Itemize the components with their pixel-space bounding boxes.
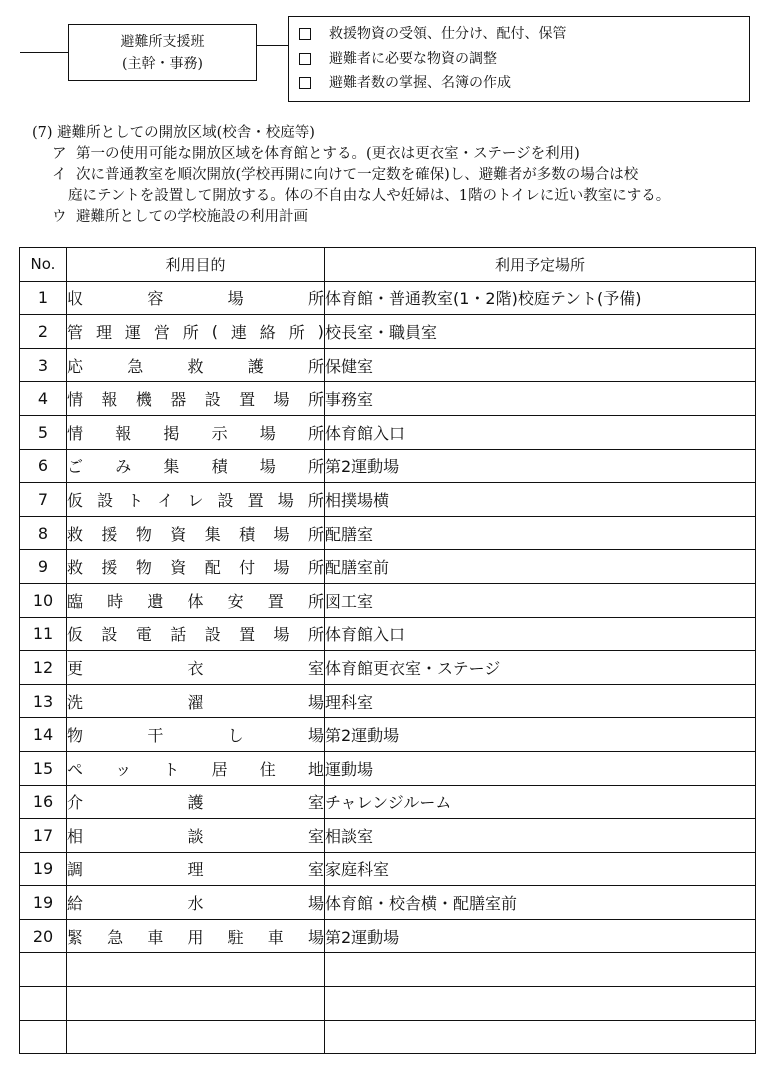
row-purpose	[67, 315, 325, 349]
row-place	[325, 987, 756, 1021]
section-item-u	[52, 207, 758, 228]
purpose-text	[67, 555, 324, 578]
section-item-i	[52, 165, 758, 186]
purpose-char: 仮	[67, 490, 84, 510]
purpose-char: 車	[267, 927, 284, 947]
purpose-char: 急	[107, 927, 124, 947]
purpose-text	[67, 857, 324, 880]
purpose-char: 運	[124, 322, 141, 342]
purpose-text	[67, 723, 324, 746]
item-text: 次に普通教室を順次開放(学校再開に向けて一定数を確保)し、避難者が多数の場合は校	[76, 167, 639, 183]
purpose-char: 所	[307, 524, 324, 544]
checkbox-icon	[299, 53, 311, 65]
purpose-char: 情	[67, 423, 84, 443]
table-row	[20, 617, 756, 651]
row-number: 10	[20, 583, 67, 617]
row-number	[20, 1020, 67, 1054]
purpose-char: 護	[247, 356, 264, 376]
purpose-char: 場	[259, 457, 276, 477]
purpose-text	[67, 824, 324, 847]
purpose-char: 時	[107, 591, 124, 611]
team-roles: (主幹・事務)	[122, 55, 203, 72]
row-number: 9	[20, 550, 67, 584]
purpose-char: 救	[187, 356, 204, 376]
table-row	[20, 483, 756, 517]
purpose-char: 所	[307, 457, 324, 477]
header-place: 利用予定場所	[325, 248, 756, 282]
purpose-text	[67, 589, 324, 612]
table-row	[20, 281, 756, 315]
duty-text: 避難者数の掌握、名簿の作成	[329, 75, 511, 91]
support-team-box	[68, 24, 257, 81]
row-purpose	[67, 651, 325, 685]
purpose-text	[67, 656, 324, 679]
purpose-char: 談	[187, 826, 204, 846]
row-place: 保健室	[325, 348, 756, 382]
row-purpose	[67, 449, 325, 483]
table-row	[20, 684, 756, 718]
purpose-char: 連	[230, 322, 247, 342]
purpose-char: 掲	[163, 423, 180, 443]
row-purpose	[67, 550, 325, 584]
row-place: 体育館更衣室・ステージ	[325, 651, 756, 685]
table-row	[20, 718, 756, 752]
row-number: 2	[20, 315, 67, 349]
purpose-text	[67, 790, 324, 813]
purpose-char: 洗	[67, 692, 84, 712]
table-row	[20, 651, 756, 685]
purpose-char: 援	[101, 524, 118, 544]
purpose-text	[67, 387, 324, 410]
purpose-text	[67, 421, 324, 444]
purpose-char: 臨	[67, 591, 84, 611]
row-place: チャレンジルーム	[325, 785, 756, 819]
purpose-char: 車	[147, 927, 164, 947]
purpose-char: 絡	[259, 322, 276, 342]
purpose-char: 設	[101, 625, 118, 645]
row-number: 8	[20, 516, 67, 550]
purpose-char: 相	[67, 826, 84, 846]
row-number: 12	[20, 651, 67, 685]
row-place: 体育館・普通教室(1・2階)校庭テント(予備)	[325, 281, 756, 315]
section-item-a	[52, 144, 758, 165]
duty-item	[299, 22, 749, 47]
purpose-char: 所	[307, 625, 324, 645]
purpose-text	[67, 354, 324, 377]
purpose-char: 住	[259, 759, 276, 779]
row-place: 体育館入口	[325, 415, 756, 449]
table-row	[20, 852, 756, 886]
duty-text: 救援物資の受領、仕分け、配付、保管	[329, 26, 567, 42]
item-mark: ア	[52, 146, 67, 162]
row-place: 事務室	[325, 382, 756, 416]
purpose-char: 用	[187, 927, 204, 947]
purpose-char: 所	[307, 423, 324, 443]
row-place: 配膳室前	[325, 550, 756, 584]
purpose-char: 資	[170, 524, 187, 544]
table-row	[20, 550, 756, 584]
purpose-char: 駐	[227, 927, 244, 947]
purpose-char: ッ	[115, 759, 132, 779]
purpose-char: 場	[273, 558, 290, 578]
row-purpose	[67, 516, 325, 550]
purpose-text	[67, 286, 324, 309]
purpose-char: 介	[67, 793, 84, 813]
purpose-char: 場	[273, 390, 290, 410]
row-number: 15	[20, 751, 67, 785]
row-number: 13	[20, 684, 67, 718]
row-purpose	[67, 852, 325, 886]
purpose-char: 報	[101, 390, 118, 410]
row-number: 16	[20, 785, 67, 819]
section-item-i-continued	[68, 186, 758, 207]
purpose-text	[67, 891, 324, 914]
purpose-text	[67, 488, 324, 511]
purpose-char: 積	[239, 524, 256, 544]
row-place	[325, 953, 756, 987]
facility-use-table	[19, 247, 756, 1054]
purpose-char: 所	[182, 322, 199, 342]
purpose-char: レ	[187, 490, 204, 510]
purpose-char: 干	[147, 726, 164, 746]
open-area-section	[30, 123, 758, 228]
purpose-char: 資	[170, 558, 187, 578]
purpose-char: 置	[239, 390, 256, 410]
purpose-char: 居	[211, 759, 228, 779]
purpose-char: 室	[307, 658, 324, 678]
row-purpose	[67, 483, 325, 517]
row-purpose	[67, 281, 325, 315]
purpose-char: 給	[67, 894, 84, 914]
row-purpose	[67, 684, 325, 718]
purpose-char: 更	[67, 658, 84, 678]
row-number: 19	[20, 852, 67, 886]
row-place: 校長室・職員室	[325, 315, 756, 349]
row-number: 19	[20, 886, 67, 920]
team-name: 避難所支援班	[120, 33, 205, 50]
item-mark: ウ	[52, 209, 67, 225]
purpose-char: (	[211, 321, 218, 341]
row-purpose	[67, 953, 325, 987]
row-place: 第2運動場	[325, 718, 756, 752]
table-row	[20, 819, 756, 853]
row-purpose	[67, 751, 325, 785]
purpose-char: 所	[307, 591, 324, 611]
header-purpose: 利用目的	[67, 248, 325, 282]
row-purpose	[67, 382, 325, 416]
purpose-char: 救	[67, 558, 84, 578]
header-no: No.	[20, 248, 67, 282]
purpose-char: 場	[259, 423, 276, 443]
item-mark: イ	[52, 167, 67, 183]
purpose-char: 場	[227, 289, 244, 309]
purpose-char: 置	[239, 625, 256, 645]
row-number: 1	[20, 281, 67, 315]
purpose-char: 地	[307, 759, 324, 779]
row-purpose	[67, 348, 325, 382]
row-number: 17	[20, 819, 67, 853]
table-row	[20, 953, 756, 987]
row-place: 運動場	[325, 751, 756, 785]
row-number	[20, 987, 67, 1021]
purpose-char: 所	[307, 289, 324, 309]
purpose-char: ト	[163, 759, 180, 779]
purpose-char: ご	[67, 457, 84, 477]
row-purpose	[67, 819, 325, 853]
row-number: 20	[20, 919, 67, 953]
section-title: (7) 避難所としての開放区域(校舎・校庭等)	[32, 125, 315, 141]
purpose-char: ト	[127, 490, 144, 510]
purpose-char: 積	[211, 457, 228, 477]
duties-box	[288, 16, 750, 102]
purpose-char: 営	[153, 322, 170, 342]
table-header-row	[20, 248, 756, 282]
purpose-char: 場	[273, 524, 290, 544]
purpose-char: 情	[67, 390, 84, 410]
purpose-char: 設	[217, 490, 234, 510]
duty-item	[299, 47, 749, 72]
table-row	[20, 415, 756, 449]
purpose-char: 体	[187, 591, 204, 611]
row-place: 第2運動場	[325, 449, 756, 483]
row-purpose	[67, 1020, 325, 1054]
row-number: 5	[20, 415, 67, 449]
purpose-char: 所	[307, 356, 324, 376]
org-connector-line	[20, 52, 68, 53]
purpose-char: 理	[187, 860, 204, 880]
purpose-char: 所	[307, 558, 324, 578]
purpose-char: 物	[135, 558, 152, 578]
purpose-char: 所	[288, 322, 305, 342]
purpose-text	[67, 320, 324, 343]
row-number: 6	[20, 449, 67, 483]
row-purpose	[67, 886, 325, 920]
row-place: 理科室	[325, 684, 756, 718]
purpose-char: 場	[277, 490, 294, 510]
purpose-char: 設	[204, 625, 221, 645]
row-place: 第2運動場	[325, 919, 756, 953]
table-row	[20, 583, 756, 617]
purpose-char: 集	[163, 457, 180, 477]
purpose-text	[67, 690, 324, 713]
purpose-char: 援	[101, 558, 118, 578]
row-place: 相談室	[325, 819, 756, 853]
purpose-char: 電	[135, 625, 152, 645]
row-purpose	[67, 919, 325, 953]
purpose-char: 機	[135, 390, 152, 410]
purpose-char: 場	[307, 726, 324, 746]
table-row	[20, 785, 756, 819]
item-text: 庭にテントを設置して開放する。体の不自由な人や妊婦は、1階のトイレに近い教室にする。	[68, 188, 671, 204]
row-number: 14	[20, 718, 67, 752]
purpose-text	[67, 757, 324, 780]
purpose-char: 救	[67, 524, 84, 544]
duty-item	[299, 71, 749, 96]
purpose-char: し	[227, 726, 244, 746]
row-number: 3	[20, 348, 67, 382]
table-row	[20, 751, 756, 785]
checkbox-icon	[299, 28, 311, 40]
purpose-char: 安	[227, 591, 244, 611]
row-place: 家庭科室	[325, 852, 756, 886]
purpose-char: 急	[127, 356, 144, 376]
purpose-char: 話	[170, 625, 187, 645]
purpose-text	[67, 454, 324, 477]
table-row	[20, 987, 756, 1021]
purpose-char: 物	[67, 726, 84, 746]
purpose-char: 応	[67, 356, 84, 376]
purpose-char: 場	[307, 927, 324, 947]
purpose-char: 衣	[187, 658, 204, 678]
table-row	[20, 919, 756, 953]
row-place	[325, 1020, 756, 1054]
purpose-char: 理	[95, 322, 112, 342]
table-row	[20, 516, 756, 550]
purpose-char: 水	[187, 894, 204, 914]
table-row	[20, 315, 756, 349]
purpose-char: )	[317, 321, 324, 341]
purpose-char: 管	[67, 322, 84, 342]
checkbox-icon	[299, 77, 311, 89]
row-purpose	[67, 583, 325, 617]
purpose-char: ペ	[67, 759, 84, 779]
purpose-char: 遺	[147, 591, 164, 611]
purpose-char: 設	[97, 490, 114, 510]
item-text: 第一の使用可能な開放区域を体育館とする。(更衣は更衣室・ステージを利用)	[76, 146, 580, 162]
row-number: 11	[20, 617, 67, 651]
purpose-char: 濯	[187, 692, 204, 712]
row-purpose	[67, 987, 325, 1021]
item-text: 避難所としての学校施設の利用計画	[76, 209, 308, 225]
row-place: 図工室	[325, 583, 756, 617]
purpose-char: 場	[273, 625, 290, 645]
row-purpose	[67, 718, 325, 752]
purpose-char: 場	[307, 894, 324, 914]
purpose-char: 護	[187, 793, 204, 813]
duty-text: 避難者に必要な物資の調整	[329, 50, 497, 67]
purpose-char: 設	[204, 390, 221, 410]
row-place: 体育館入口	[325, 617, 756, 651]
purpose-char: 室	[307, 826, 324, 846]
purpose-text	[67, 522, 324, 545]
purpose-char: 器	[170, 390, 187, 410]
purpose-char: 室	[307, 860, 324, 880]
row-purpose	[67, 617, 325, 651]
purpose-char: み	[115, 457, 132, 477]
purpose-char: 配	[204, 558, 221, 578]
row-number: 7	[20, 483, 67, 517]
purpose-char: 集	[204, 524, 221, 544]
table-row	[20, 1020, 756, 1054]
purpose-char: 所	[307, 490, 324, 510]
purpose-char: 置	[247, 490, 264, 510]
row-number: 4	[20, 382, 67, 416]
duties-connector-line	[257, 45, 288, 46]
purpose-char: 容	[147, 289, 164, 309]
table-row	[20, 886, 756, 920]
purpose-char: 収	[67, 289, 84, 309]
table-row	[20, 348, 756, 382]
purpose-text	[67, 622, 324, 645]
purpose-char: 仮	[67, 625, 84, 645]
row-number	[20, 953, 67, 987]
row-place: 配膳室	[325, 516, 756, 550]
row-purpose	[67, 785, 325, 819]
purpose-char: 場	[307, 692, 324, 712]
purpose-char: イ	[157, 490, 174, 510]
purpose-text	[67, 925, 324, 948]
purpose-char: 調	[67, 860, 84, 880]
table-row	[20, 382, 756, 416]
purpose-char: 置	[267, 591, 284, 611]
row-place: 体育館・校舎横・配膳室前	[325, 886, 756, 920]
purpose-char: 付	[239, 558, 256, 578]
purpose-char: 報	[115, 423, 132, 443]
purpose-char: 室	[307, 793, 324, 813]
table-row	[20, 449, 756, 483]
row-purpose	[67, 415, 325, 449]
purpose-char: 緊	[67, 927, 84, 947]
purpose-char: 示	[211, 423, 228, 443]
row-place: 相撲場横	[325, 483, 756, 517]
purpose-char: 物	[135, 524, 152, 544]
purpose-char: 所	[307, 390, 324, 410]
